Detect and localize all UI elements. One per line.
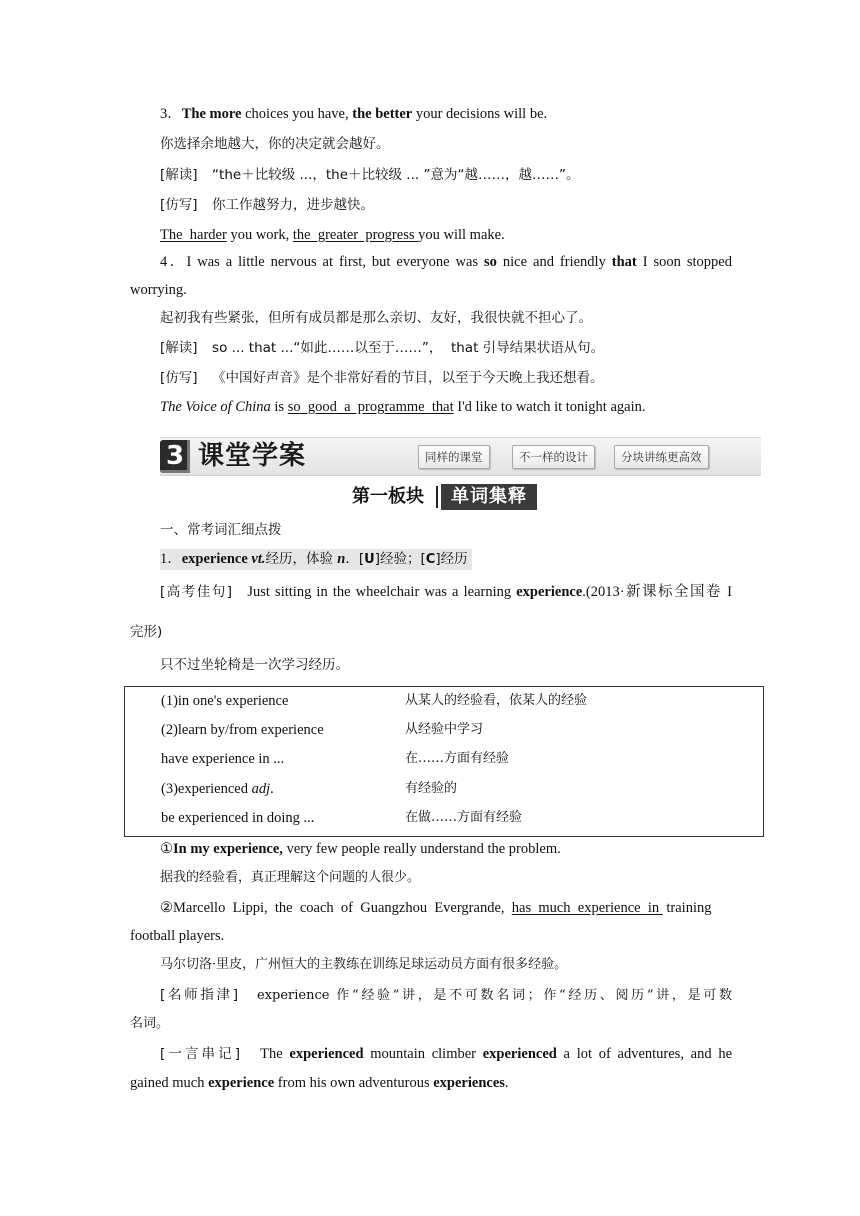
meaning: ]经历	[435, 551, 468, 567]
text: nice and friendly	[496, 254, 612, 270]
text: Just sitting in the wheelchair was a learning	[247, 584, 517, 600]
teacher-note-text: experience 作“经验”讲，是不可数名词；作“经历、阅历”讲，是可数	[257, 988, 732, 1003]
phrase-cn: 有经验的	[405, 781, 458, 796]
text: choices you have,	[241, 106, 353, 122]
teacher-note-tag: [名师指津]	[160, 987, 239, 1003]
phrase-cn: 从某人的经验看，依某人的经验	[405, 693, 588, 708]
fangxie-tag: [仿写]	[160, 197, 198, 213]
item-3-fangxie	[160, 195, 374, 215]
text: you work,	[226, 227, 293, 243]
memory-sentence	[160, 1044, 732, 1064]
table-row	[125, 775, 763, 804]
example-2	[160, 898, 711, 918]
item-3-jiedu	[160, 165, 579, 185]
example-2-translation: 马尔切洛·里皮，广州恒大的主教练在训练足球运动员方面有很多经验。	[160, 957, 568, 972]
answer-blank: has much experience in	[511, 900, 663, 916]
bold-word: experience	[208, 1075, 275, 1091]
gaokao-tag: [高考佳句]	[160, 584, 233, 600]
section-label-box: 单词集释	[441, 484, 537, 510]
item-4-fangxie	[160, 368, 604, 388]
banner-tag-different-design: 不一样的设计	[512, 445, 595, 469]
text: The	[260, 1046, 290, 1062]
item-4-sentence-cont: worrying.	[130, 282, 187, 298]
memory-sentence-cont	[130, 1073, 509, 1093]
example-number: ①	[160, 841, 173, 857]
banner-tag-same-class: 同样的课堂	[418, 445, 490, 469]
meaning: 经历，体验	[265, 551, 338, 567]
gaokao-sentence	[160, 582, 732, 602]
italic-title: The Voice of China	[160, 399, 271, 415]
headword: experience	[181, 551, 248, 567]
text: I soon stopped	[636, 254, 732, 270]
banner-title: 课堂学案	[198, 441, 307, 471]
text: gained much	[130, 1075, 209, 1091]
subheading-vocab: 一、常考词汇细点拨	[160, 522, 282, 538]
item-3-answer	[160, 225, 505, 245]
table-row	[125, 745, 763, 774]
phrase-en	[161, 779, 274, 799]
text: you will make.	[418, 227, 505, 243]
bold-phrase: In my experience,	[173, 841, 283, 857]
text: training	[662, 900, 712, 916]
fangxie-text: 《中国好声音》是个非常好看的节目，以至于今天晚上我还想看。	[212, 370, 604, 386]
item-number: 1．	[160, 551, 182, 567]
meaning: ]经验；[	[374, 551, 426, 567]
teacher-note-cont: 名词。	[130, 1016, 170, 1031]
table-row	[125, 687, 763, 716]
fangxie-tag: [仿写]	[160, 370, 198, 386]
phrase-table	[124, 686, 764, 837]
item-3-translation: 你选择余地越大，你的决定就会越好。	[160, 136, 390, 152]
text: from his own adventurous	[274, 1075, 434, 1091]
section-divider	[436, 486, 438, 508]
text: (3)experienced	[161, 781, 252, 797]
answer-blank: so good a programme that	[287, 399, 454, 415]
uncountable-mark: U	[364, 552, 375, 567]
bold-word: that	[611, 254, 637, 270]
gaokao-translation: 只不过坐轮椅是一次学习经历。	[160, 657, 349, 673]
phrase-cn: 在……方面有经验	[405, 751, 510, 766]
phrase-en: (2)learn by/from experience	[161, 722, 324, 738]
fangxie-text: 你工作越努力，进步越快。	[212, 197, 375, 213]
gaokao-sentence-cont: 完形)	[130, 624, 163, 640]
banner-tag-efficient: 分块讲练更高效	[614, 445, 709, 469]
section-number-badge: 3	[160, 440, 190, 473]
bold-word: experience	[516, 584, 583, 600]
phrase-cn: 从经验中学习	[405, 722, 484, 737]
item-number: 4．	[160, 254, 187, 270]
text: Marcello Lippi, the coach of Guangzhou Evergrande,	[173, 900, 512, 916]
text: mountain climber	[363, 1046, 483, 1062]
table-row	[125, 804, 763, 833]
answer-blank: the greater progress	[292, 227, 419, 243]
example-1-translation: 据我的经验看，真正理解这个问题的人很少。	[160, 870, 421, 885]
text: a lot of adventures, and he	[556, 1046, 733, 1062]
text: is	[270, 399, 288, 415]
phrase-en: be experienced in doing ...	[161, 810, 315, 826]
text: .	[504, 1075, 509, 1091]
item-4-jiedu	[160, 338, 604, 358]
phrase-cn: 在做……方面有经验	[405, 810, 523, 825]
bold-phrase: The more	[181, 106, 242, 122]
bold-word: experienced	[482, 1046, 557, 1062]
jiedu-tag: [解读]	[160, 340, 198, 356]
bold-word: so	[484, 254, 497, 270]
item-3-sentence	[160, 104, 547, 124]
phrase-en: (1)in one's experience	[161, 693, 289, 709]
text: ．[	[345, 551, 365, 567]
text: your decisions will be.	[412, 106, 548, 122]
section-title: 第一板块	[352, 486, 424, 507]
item-4-translation: 起初我有些紧张，但所有成员都是那么亲切、友好，我很快就不担心了。	[160, 310, 592, 326]
text: .	[270, 781, 274, 797]
example-number: ②	[160, 900, 173, 916]
phrase-en: have experience in ...	[161, 751, 285, 767]
countable-mark: C	[425, 552, 436, 567]
jiedu-tag: [解读]	[160, 167, 198, 183]
lesson-banner	[160, 437, 761, 476]
teacher-note	[160, 985, 732, 1006]
text: .(2013·新课标全国卷 I	[582, 584, 732, 600]
example-2-cont: football players.	[130, 928, 225, 944]
part-of-speech: n	[337, 551, 346, 567]
text: very few people really understand the problem.	[282, 841, 561, 857]
text: I was a little nervous at first, but everyone was	[186, 254, 485, 270]
item-4-sentence	[160, 252, 732, 272]
table-row	[125, 716, 763, 745]
answer-blank: The harder	[160, 227, 227, 243]
item-4-answer	[160, 397, 646, 417]
item-number: 3．	[160, 106, 182, 122]
bold-phrase: the better	[352, 106, 413, 122]
bold-word: experiences	[433, 1075, 505, 1091]
word-entry-experience	[160, 549, 472, 570]
part-of-speech: vt.	[251, 551, 266, 567]
jiedu-text: so ... that ...“如此……以至于……”， that 引导结果状语从句。	[212, 340, 605, 356]
text: I'd like to watch it tonight again.	[453, 399, 646, 415]
part-of-speech: adj	[251, 781, 271, 797]
memory-tag: [一言串记]	[160, 1046, 240, 1062]
jiedu-text: “the＋比较级 ...，the＋比较级 ... ”意为“越……，越……”。	[212, 167, 580, 183]
example-1	[160, 839, 561, 859]
bold-word: experienced	[289, 1046, 364, 1062]
